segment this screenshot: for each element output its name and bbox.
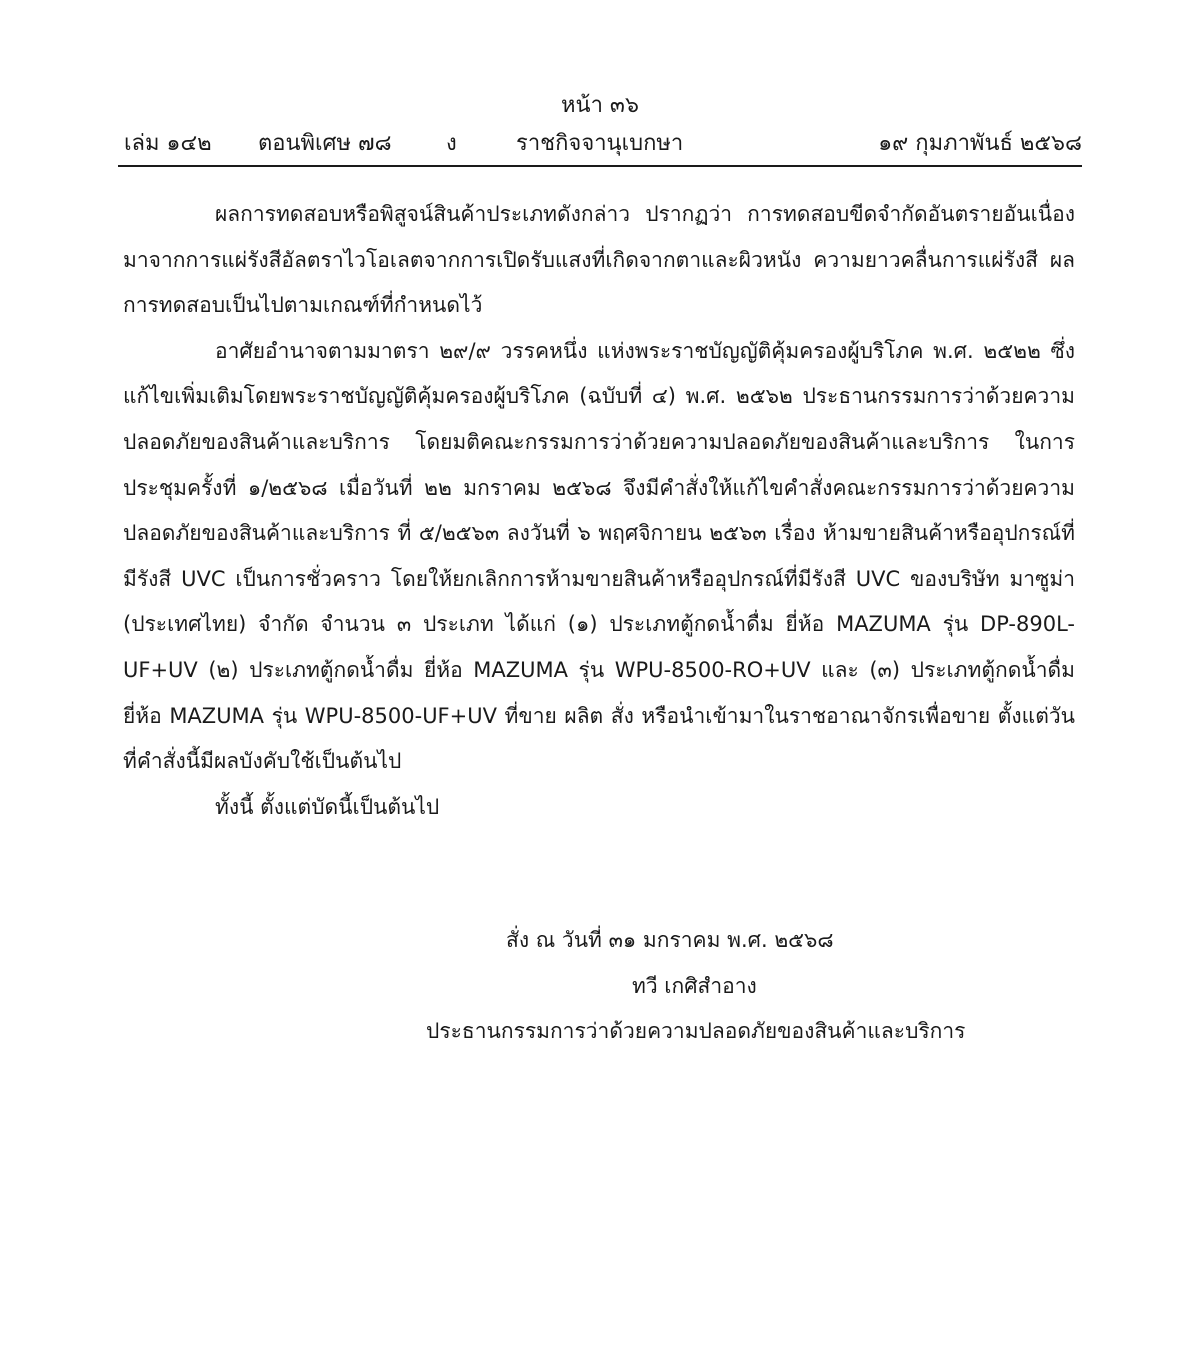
page-number: หน้า ๓๖ bbox=[561, 93, 639, 118]
volume-label: เล่ม ๑๔๒ bbox=[124, 131, 212, 156]
issue-letter: ง bbox=[446, 131, 457, 156]
signature-block bbox=[400, 918, 1000, 1055]
signatory-name: ทวี เกศิสำอาง bbox=[632, 973, 757, 998]
section-label: ตอนพิเศษ ๗๘ bbox=[258, 131, 392, 156]
order-body bbox=[123, 192, 1075, 830]
paragraph-effective: ทั้งนี้ ตั้งแต่บัดนี้เป็นต้นไป bbox=[215, 794, 440, 819]
paragraph-order: อาศัยอำนาจตามมาตรา ๒๙/๙ วรรคหนึ่ง แห่งพระราชบัญญัติคุ้มครองผู้บริโภค พ.ศ. ๒๕๒๒ ซึ่งแก้ไขเพิ่มเติมโดยพระราชบัญญัติคุ้มครองผู้บริโภค (ฉบับที่ ๔) พ.ศ. ๒๕๖๒ ประธานกรรมการว่าด้วยความปลอดภัยของสินค้าและบริการ โดยมติคณะกรรมการว่าด้วยความปลอดภัยของสินค้าและบริการ ในการประชุมครั้งที่ ๑/๒๕๖๘ เมื่อวันที่ ๒๒ มกราคม ๒๕๖๘ จึงมีคำสั่งให้แก้ไขคำสั่งคณะกรรมการว่าด้วยความปลอดภัยของสินค้าและบริการ ที่ ๕/๒๕๖๓ ลงวันที่ ๖ พฤศจิกายน ๒๕๖๓ เรื่อง ห้ามขายสินค้าหรืออุปกรณ์ที่มีรังสี UVC เป็นการชั่วคราว โดยให้ยกเลิกการห้ามขายสินค้าหรืออุปกรณ์ที่มีรังสี UVC ของบริษัท มาซูม่า (ประเทศไทย) จำกัด จำนวน ๓ ประเภท ได้แก่ (๑) ประเภทตู้กดน้ำดื่ม ยี่ห้อ MAZUMA รุ่น DP-890L-UF+UV (๒) ประเภทตู้กดน้ำดื่ม ยี่ห้อ MAZUMA รุ่น WPU-8500-RO+UV และ (๓) ประเภทตู้กดน้ำดื่ม ยี่ห้อ MAZUMA รุ่น WPU-8500-UF+UV ที่ขาย ผลิต สั่ง หรือนำเข้ามาในราชอาณาจักรเพื่อขาย ตั้งแต่วันที่คำสั่งนี้มีผลบังคับใช้เป็นต้นไป bbox=[123, 338, 1075, 774]
journal-name: ราชกิจจานุเบกษา bbox=[516, 131, 684, 156]
header-divider bbox=[118, 165, 1082, 167]
signing-date: สั่ง ณ วันที่ ๓๑ มกราคม พ.ศ. ๒๕๖๘ bbox=[506, 928, 834, 952]
publication-date: ๑๙ กุมภาพันธ์ ๒๕๖๘ bbox=[878, 131, 1082, 156]
signatory-position: ประธานกรรมการว่าด้วยความปลอดภัยของสินค้าและบริการ bbox=[426, 1019, 966, 1044]
gazette-header bbox=[118, 126, 1082, 162]
paragraph-test-results: ผลการทดสอบหรือพิสูจน์สินค้าประเภทดังกล่าว ปรากฏว่า การทดสอบขีดจำกัดอันตรายอันเนื่องมาจากการแผ่รังสีอัลตราไวโอเลตจากการเปิดรับแสงที่เกิดจากตาและผิวหนัง ความยาวคลื่นการแผ่รังสี ผลการทดสอบเป็นไปตามเกณฑ์ที่กำหนดไว้ bbox=[123, 202, 1075, 318]
